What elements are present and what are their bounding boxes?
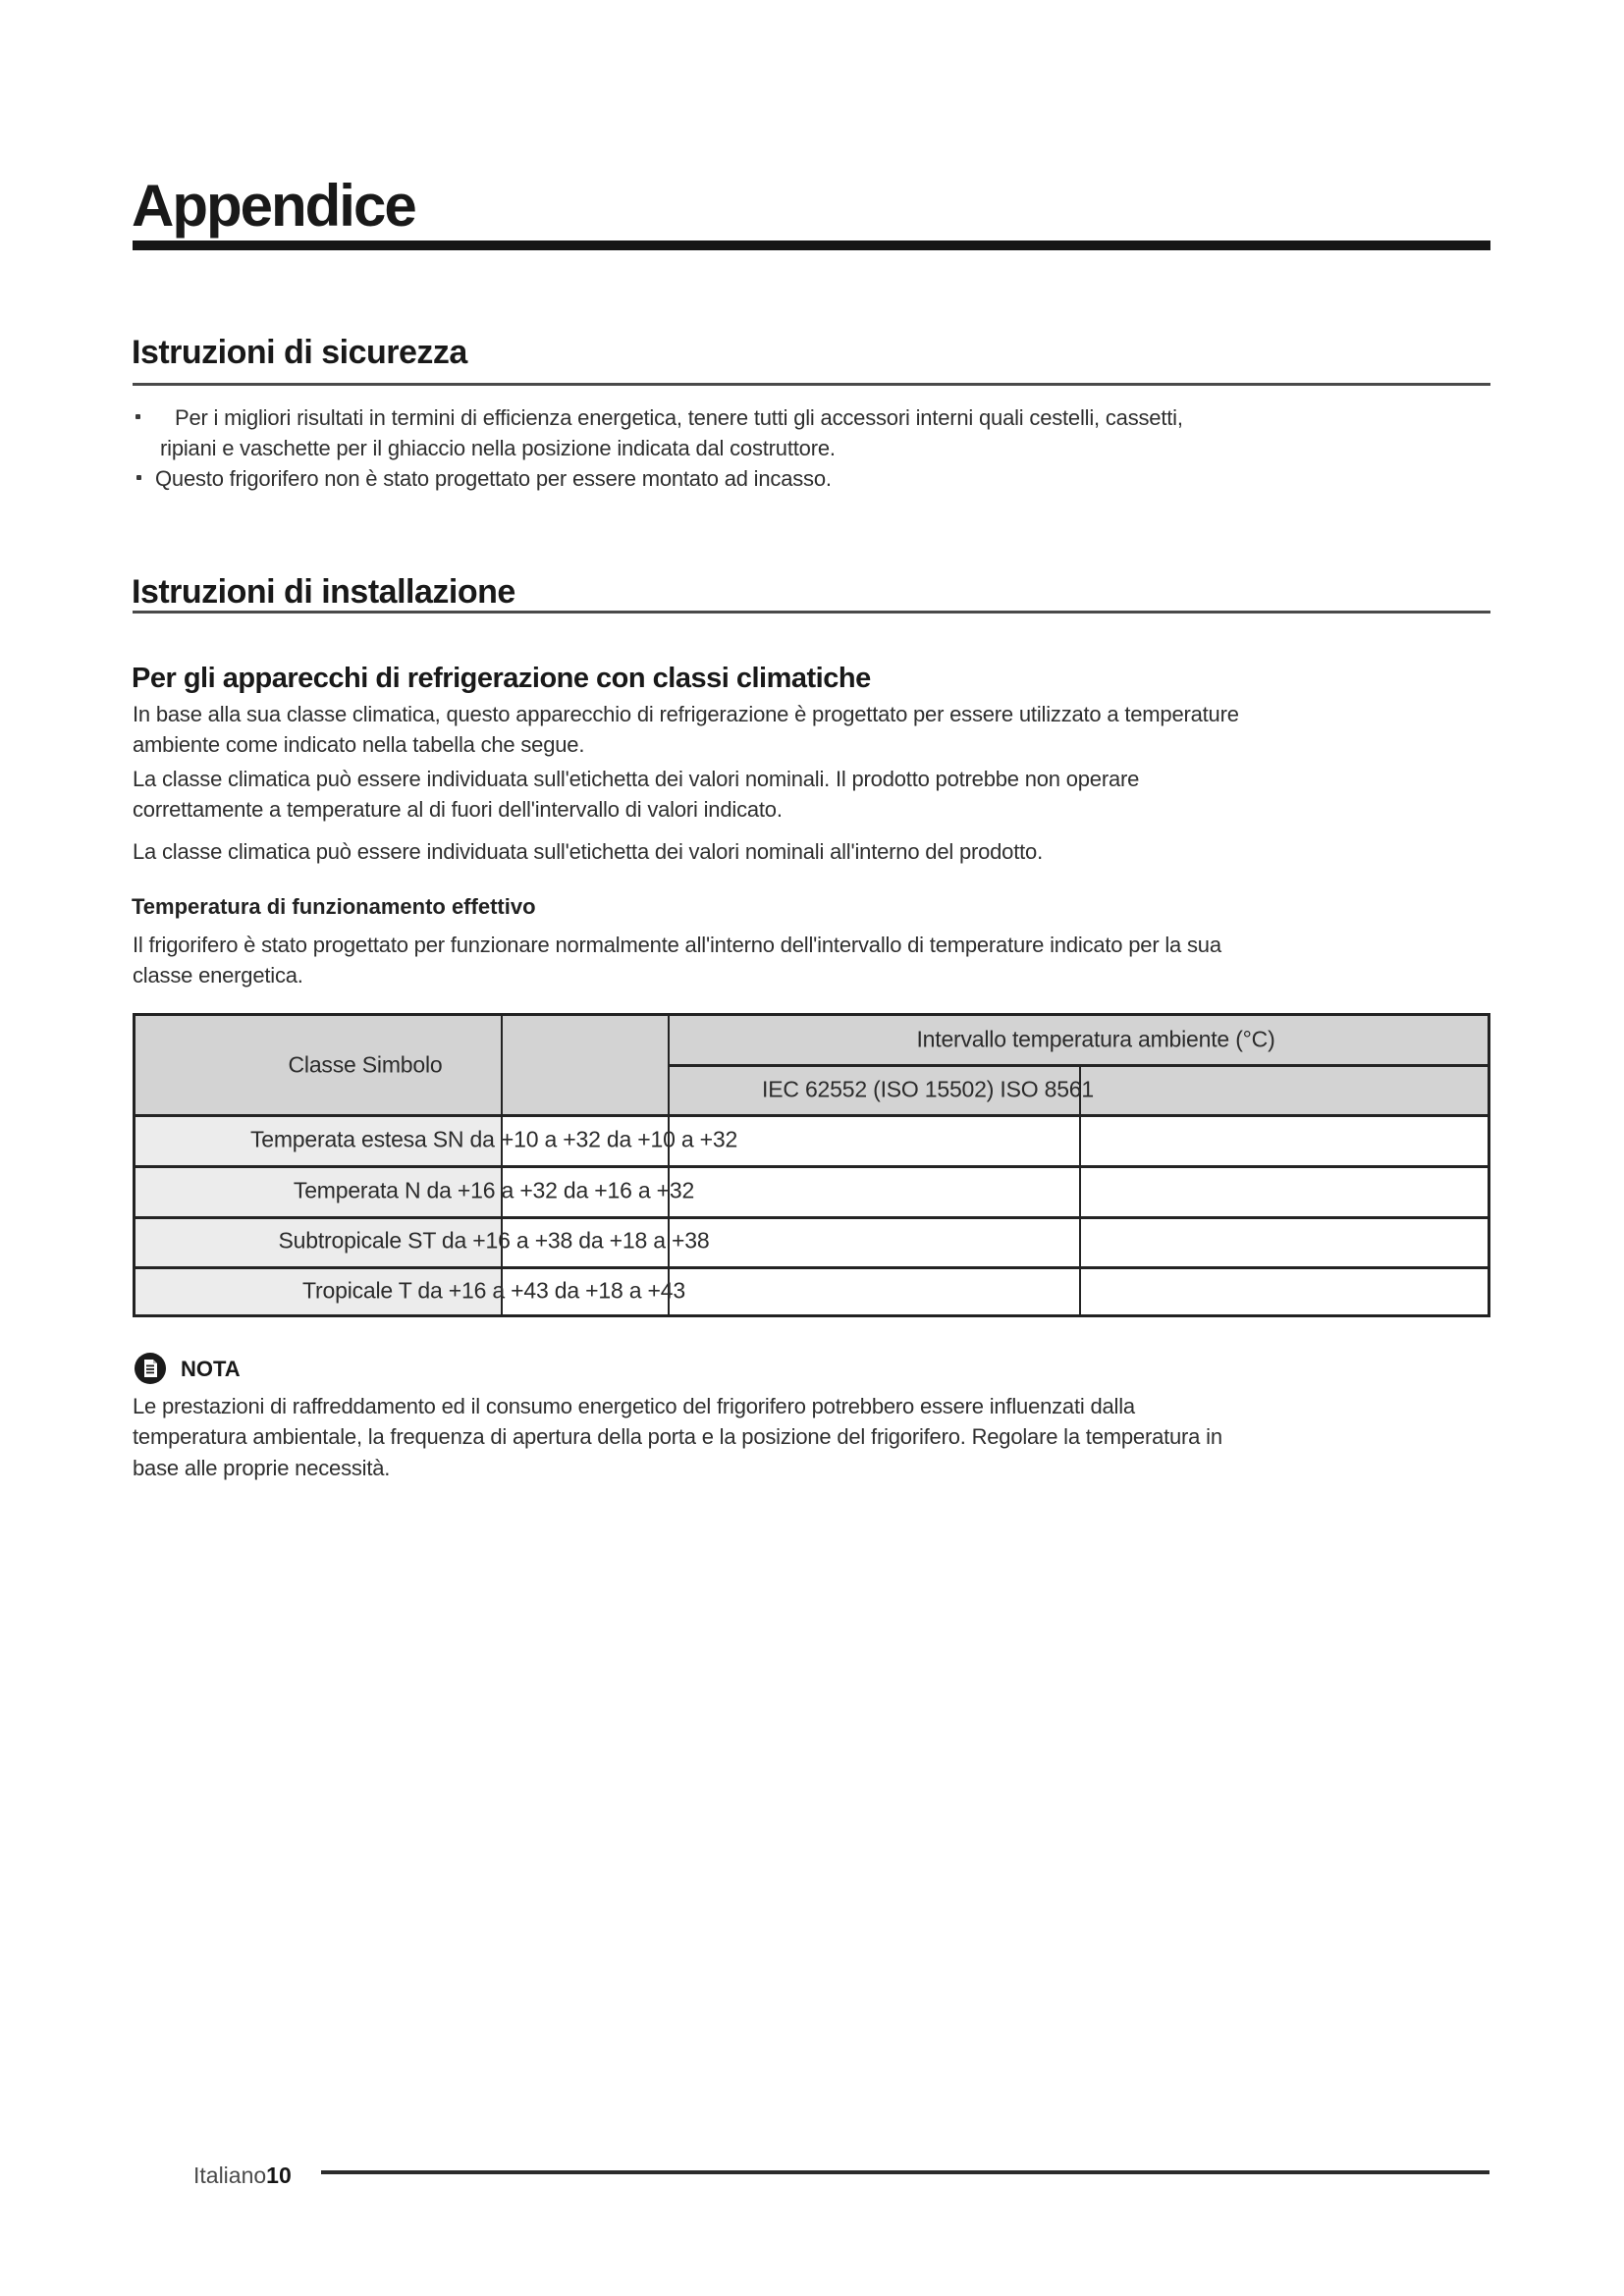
paragraph-line: La classe climatica può essere individuata sull'etichetta dei valori nominali. Il prodotto potrebbe non operare xyxy=(133,767,1140,791)
note-line: base alle proprie necessità. xyxy=(133,1456,391,1480)
paragraph-line: Il frigorifero è stato progettato per funzionare normalmente all'interno dell'intervallo di temperature indicato per la sua xyxy=(133,933,1221,957)
table-header-classe-simbolo: Classe Simbolo xyxy=(288,1051,443,1078)
table-horizontal-border xyxy=(135,1165,1488,1168)
climate-class-table xyxy=(133,1013,1490,1317)
table-horizontal-border xyxy=(135,1114,1488,1117)
footer-language: Italiano xyxy=(193,2163,267,2188)
bullet-dot xyxy=(136,475,141,480)
table-row: Temperata estesa SN da +10 a +32 da +10 a +32 xyxy=(249,1126,738,1152)
table-horizontal-border xyxy=(135,1266,1488,1269)
table-header-iec-standard: IEC 62552 (ISO 15502) ISO 8561 xyxy=(762,1076,1094,1102)
page-footer xyxy=(193,2163,292,2188)
table-horizontal-border xyxy=(668,1064,1488,1067)
paragraph-line: In base alla sua classe climatica, questo apparecchio di refrigerazione è progettato per essere utilizzato a temperature xyxy=(133,702,1239,726)
security-bullet-line: Per i migliori risultati in termini di efficienza energetica, tenere tutti gli accessori interni quali cestelli, cassetti, xyxy=(175,405,1183,430)
paragraph-line: correttamente a temperature al di fuori dell'intervallo di valori indicato. xyxy=(133,797,783,822)
security-bullet-line: ripiani e vaschette per il ghiaccio nella posizione indicata dal costruttore. xyxy=(160,436,836,460)
security-bullet-line: Questo frigorifero non è stato progettato per essere montato ad incasso. xyxy=(155,466,832,491)
note-label: NOTA xyxy=(181,1357,241,1381)
note-icon xyxy=(134,1352,167,1385)
page-title: Appendice xyxy=(132,173,415,239)
subsection-heading-operating-temp: Temperatura di funzionamento effettivo xyxy=(132,894,536,919)
table-header-intervallo: Intervallo temperatura ambiente (°C) xyxy=(916,1026,1275,1052)
paragraph-line: ambiente come indicato nella tabella che segue. xyxy=(133,732,585,757)
table-row: Subtropicale ST da +16 a +38 da +18 a +38 xyxy=(278,1227,710,1254)
section-heading-security: Istruzioni di sicurezza xyxy=(132,334,467,371)
footer-page-number: 10 xyxy=(266,2163,292,2188)
security-heading-underline xyxy=(133,383,1490,386)
paragraph-line: classe energetica. xyxy=(133,963,303,988)
table-row: Tropicale T da +16 a +43 da +18 a +43 xyxy=(302,1277,685,1304)
table-horizontal-border xyxy=(135,1216,1488,1219)
title-rule xyxy=(133,240,1490,250)
paragraph-line: La classe climatica può essere individuata sull'etichetta dei valori nominali all'interno del prodotto. xyxy=(133,839,1043,864)
table-row: Temperata N da +16 a +32 da +16 a +32 xyxy=(293,1177,695,1203)
subsection-heading-climate-classes: Per gli apparecchi di refrigerazione con classi climatiche xyxy=(132,663,871,694)
footer-rule xyxy=(321,2170,1489,2174)
installation-heading-underline xyxy=(133,611,1490,614)
bullet-dot xyxy=(135,414,140,419)
note-line: Le prestazioni di raffreddamento ed il consumo energetico del frigorifero potrebbero essere influenzati dalla xyxy=(133,1394,1135,1418)
section-heading-installation: Istruzioni di installazione xyxy=(132,573,515,611)
note-line: temperatura ambientale, la frequenza di apertura della porta e la posizione del frigorifero. Regolare la temperatura in xyxy=(133,1424,1222,1449)
